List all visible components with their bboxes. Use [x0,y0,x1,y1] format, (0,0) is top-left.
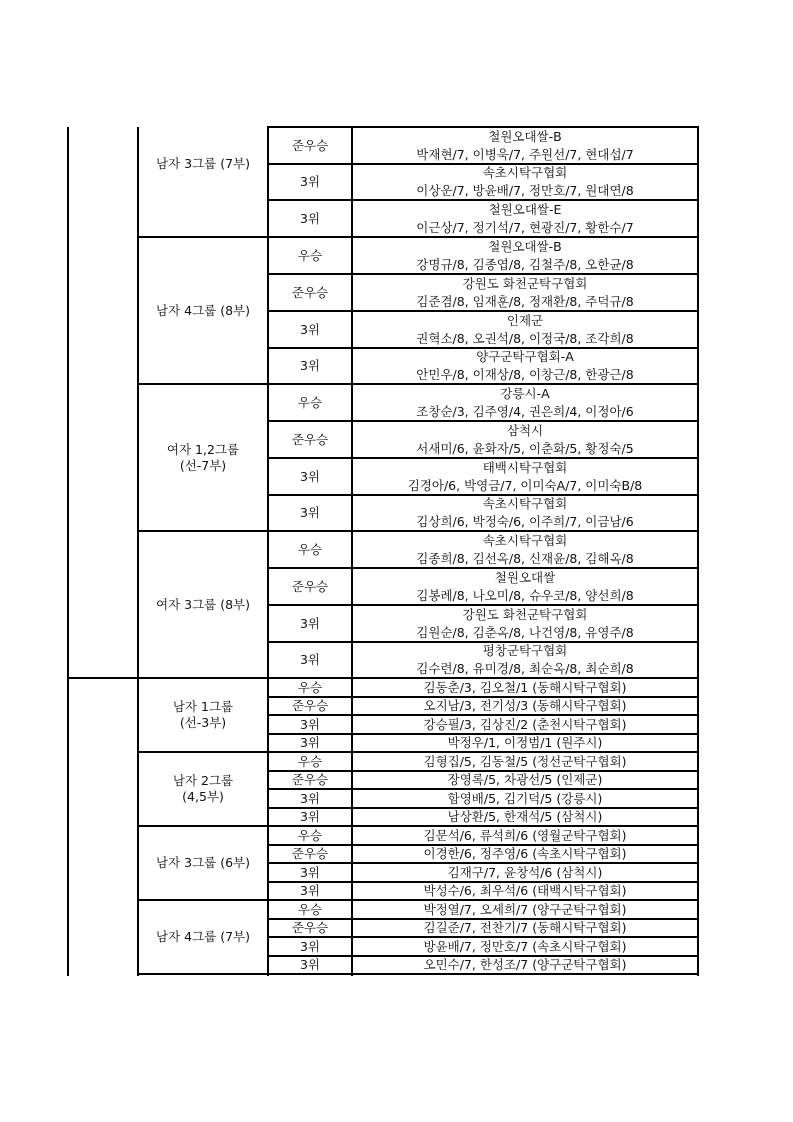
rank-text: 3위 [299,321,321,337]
rank-cell [269,790,351,807]
result-cell [353,920,697,936]
rank-text: 3위 [299,615,321,631]
result-cell [353,772,697,788]
result-cell [353,827,697,844]
rank-text: 준우승 [291,846,329,862]
rank-cell [269,532,351,567]
team-cell [353,459,697,494]
rank-cell [269,938,351,955]
group-label-men-1 [139,679,267,751]
group-label-men-4-7bu [139,901,267,973]
result-text: 이경한/6, 정주영/6 (속초시탁구협회) [423,846,627,861]
result-cell [353,735,697,751]
team-players: 이근상/7, 정기석/7, 현광진/7, 황한수/7 [416,219,634,235]
result-text: 박정열/7, 오세희/7 (양구군탁구협회) [423,901,627,917]
rank-text: 우승 [297,901,323,917]
team-name: 삼척시 [506,422,544,438]
rank-cell [269,459,351,494]
rank-text: 3위 [299,358,321,374]
team-players: 김경아/6, 박영금/7, 이미숙A/7, 이미숙B/8 [407,477,643,493]
group-label-men-3 [139,128,267,200]
rank-cell [269,753,351,770]
result-cell [353,957,697,973]
rank-cell [269,864,351,881]
group-label-text: 여자 1,2그룹 [166,441,240,457]
result-cell [353,864,697,881]
group-label-subtext: (선-3부) [179,715,227,730]
rank-text: 3위 [299,468,321,484]
team-players: 이상운/7, 방윤배/7, 정만호/7, 원대연/8 [416,183,634,198]
rank-cell [269,496,351,530]
rank-cell [269,901,351,918]
rank-text: 3위 [299,957,321,973]
result-text: 강승필/3, 김상진/2 (춘천시탁구협회) [423,716,627,732]
team-players: 권혁소/8, 오권석/8, 이정국/8, 조각희/8 [416,330,634,346]
group-label-text: 남자 4그룹 (7부) [156,929,250,945]
team-cell [353,643,697,677]
team-cell [353,238,697,273]
team-cell [353,385,697,420]
rank-text: 준우승 [291,431,329,447]
rank-cell [269,643,351,677]
group-label-women-3 [139,532,267,677]
team-name: 속초시탁구협회 [482,532,568,548]
rank-text: 3위 [299,938,321,954]
result-cell [353,883,697,899]
rank-cell [269,422,351,457]
rank-cell [269,735,351,751]
result-cell [353,809,697,825]
rank-cell [269,716,351,733]
team-players: 김봉례/8, 나오미/8, 슈우코/8, 양선희/8 [416,587,634,603]
group-label-subtext: (선-7부) [179,457,227,473]
team-name: 평창군탁구협회 [482,643,568,658]
rank-text: 우승 [297,753,323,769]
group-label-text: 남자 1그룹 [172,699,234,715]
rank-cell [269,349,351,383]
team-players: 조창순/3, 김주영/4, 권은희/4, 이정아/6 [416,403,634,419]
team-name: 철원오대쌀-B [488,238,562,254]
rank-cell [269,827,351,844]
group-label-women-1-2 [139,385,267,530]
team-cell [353,128,697,163]
rank-text: 3위 [299,210,321,226]
rank-cell [269,275,351,310]
result-text: 박성수/6, 최우석/6 (태백시탁구협회) [423,883,627,898]
team-name: 양구군탁구협회-A [476,349,574,364]
result-cell [353,790,697,807]
rank-text: 3위 [299,735,321,751]
rank-text: 3위 [299,716,321,732]
rank-text: 준우승 [291,284,329,300]
table-right-border [697,127,699,976]
result-text: 함영배/5, 김기덕/5 (강릉시) [447,790,603,806]
team-players: 강명규/8, 김종엽/8, 김철주/8, 오한균/8 [416,256,634,272]
result-text: 오민수/7, 한성조/7 (양구군탁구협회) [423,957,627,972]
rank-text: 3위 [299,505,321,521]
rank-text: 3위 [299,809,321,825]
group-label-text: 여자 3그룹 (8부) [156,596,250,612]
team-name: 강원도 화천군탁구협회 [462,606,588,622]
group-label-text: 남자 3그룹 (7부) [156,156,250,172]
result-cell [353,716,697,733]
team-players: 김준겸/8, 임재훈/8, 정재환/8, 주덕규/8 [416,293,634,309]
team-cell [353,312,697,347]
rank-text: 우승 [297,541,323,557]
team-name: 철원오대쌀-B [488,128,562,144]
rank-text: 준우승 [291,772,329,788]
rank-cell [269,883,351,899]
rank-cell [269,606,351,641]
result-text: 김형집/5, 김동철/5 (정선군탁구협회) [423,753,627,769]
rank-cell [269,920,351,936]
rank-text: 우승 [297,679,323,695]
result-cell [353,901,697,918]
result-text: 남상환/5, 한재석/5 (삼척시) [447,809,603,824]
team-name: 강릉시-A [500,385,550,401]
rank-text: 우승 [297,827,323,843]
table-bottom-border [137,973,699,975]
result-cell [353,753,697,770]
group-label-text: 남자 3그룹 (6부) [156,855,250,871]
rank-text: 3위 [299,174,321,190]
team-players: 김수련/8, 유미경/8, 최순옥/8, 최순희/8 [416,661,634,676]
rank-cell [269,957,351,973]
rank-text: 3위 [299,652,321,668]
rank-cell [269,698,351,714]
result-text: 김재구/7, 윤창석/6 (삼척시) [447,864,603,880]
team-players: 안민우/8, 이재상/8, 이창근/8, 한광근/8 [416,367,634,382]
result-text: 방윤배/7, 정만호/7 (속초시탁구협회) [423,938,627,954]
rank-text: 준우승 [291,698,329,714]
result-text: 김문석/6, 류석희/6 (영월군탁구협회) [423,827,627,843]
rank-cell [269,846,351,862]
rank-text: 준우승 [291,137,329,153]
team-players: 박재현/7, 이병욱/7, 주원선/7, 현대섭/7 [416,146,634,162]
rank-cell [269,385,351,420]
team-players: 서새미/6, 윤화자/5, 이춘화/5, 황정숙/5 [416,440,634,456]
team-name: 철원오대쌀 [494,569,556,585]
result-cell [353,679,697,696]
result-cell [353,698,697,714]
rank-cell [269,312,351,347]
rank-text: 3위 [299,864,321,880]
rank-cell [269,201,351,236]
rank-cell [269,165,351,199]
rank-cell [269,128,351,163]
team-cell [353,349,697,383]
group-label-subtext: (4,5부) [182,789,224,804]
team-name: 속초시탁구협회 [482,165,568,180]
result-text: 박정우/1, 이정범/1 (원주시) [447,735,603,750]
team-cell [353,201,697,236]
group-label-men-2 [139,753,267,825]
group-label-text: 남자 2그룹 [172,773,234,789]
group-label-men-3-6bu [139,827,267,899]
team-cell [353,165,697,199]
rank-text: 우승 [297,394,323,410]
result-cell [353,938,697,955]
result-text: 김길준/7, 전찬기/7 (동해시탁구협회) [423,920,627,935]
rank-text: 준우승 [291,578,329,594]
rank-cell [269,569,351,604]
result-text: 김동춘/3, 김오철/1 (동해시탁구협회) [423,679,627,695]
rank-text: 3위 [299,790,321,806]
team-name: 철원오대쌀-E [488,201,562,217]
rank-cell [269,809,351,825]
rank-text: 우승 [297,247,323,263]
team-players: 김종희/8, 김선옥/8, 신재윤/8, 김해옥/8 [416,550,634,566]
group-label-text: 남자 4그룹 (8부) [156,302,250,318]
team-cell [353,606,697,641]
team-name: 강원도 화천군탁구협회 [462,275,588,291]
rank-cell [269,238,351,273]
team-cell [353,532,697,567]
table-left-border [67,127,69,976]
rank-cell [269,679,351,696]
result-text: 장영록/5, 차광선/5 (인제군) [447,772,603,787]
result-text: 오지남/3, 전기성/3 (동해시탁구협회) [423,698,627,713]
team-name: 인제군 [506,312,544,328]
rank-cell [269,772,351,788]
team-cell [353,569,697,604]
result-cell [353,846,697,862]
rank-text: 준우승 [291,920,329,936]
team-cell [353,496,697,530]
team-players: 김상희/6, 박정숙/6, 이주희/7, 이금남/6 [416,514,634,529]
team-players: 김원순/8, 김춘옥/8, 나건영/8, 유영주/8 [416,624,634,640]
team-name: 태백시탁구협회 [482,459,568,475]
team-cell [353,275,697,310]
rank-text: 3위 [299,883,321,899]
group-label-men-4 [139,238,267,383]
team-cell [353,422,697,457]
team-name: 속초시탁구협회 [482,496,568,511]
